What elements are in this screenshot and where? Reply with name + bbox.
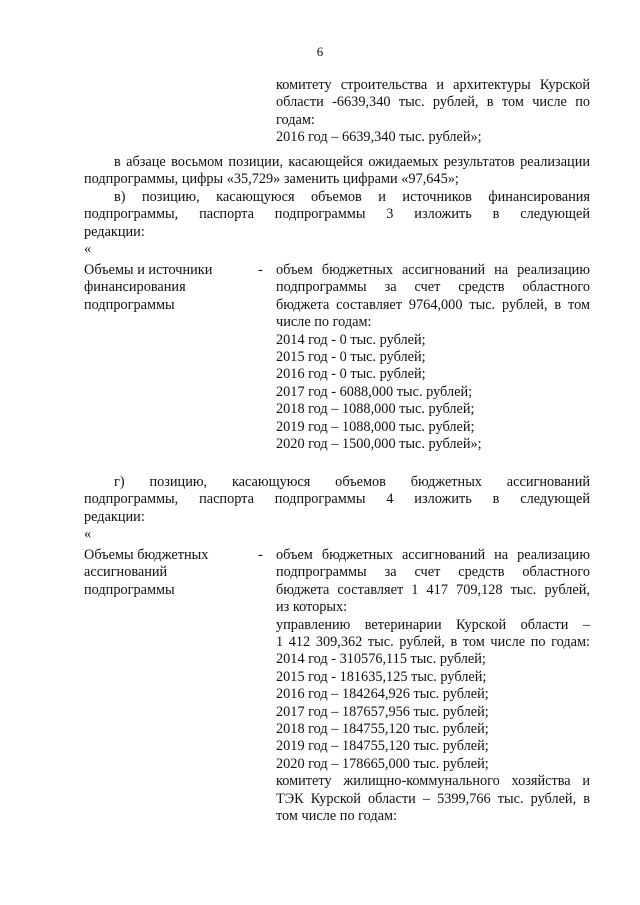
section3-label-line: финансирования: [84, 279, 186, 296]
section3-label-line: Объемы и источники: [84, 262, 213, 278]
paragraph-g: [84, 474, 590, 526]
section4-label-line: подпрограммы: [84, 581, 175, 598]
section4-line: 2018 год – 184755,120 тыс. рублей;: [276, 721, 489, 738]
section4-line: 2015 год - 181635,125 тыс. рублей;: [276, 668, 487, 685]
section4-line: 2017 год – 187657,956 тыс. рублей;: [276, 703, 489, 720]
section4-dash: -: [258, 547, 263, 563]
section3-line: бюджета составляет 9764,000 тыс. рублей, в том: [276, 296, 590, 313]
section3-line: объем бюджетных ассигнований на реализацию: [276, 262, 590, 278]
continuation-line: комитету строительства и архитектуры Курской: [276, 77, 590, 93]
paragraph-v: [84, 189, 590, 241]
section3-line: 2019 год – 1088,000 тыс. рублей;: [276, 418, 475, 435]
paragraph-g-line: подпрограммы, паспорта подпрограммы 4 изложить в следующей: [84, 491, 590, 508]
section3-line: 2020 год – 1500,000 тыс. рублей»;: [276, 436, 482, 453]
section4-line: управлению ветеринарии Курской области –: [276, 616, 590, 633]
section4-line: 2016 год – 184264,926 тыс. рублей;: [276, 686, 489, 703]
section4-line: подпрограммы за счет средств областного: [276, 564, 590, 581]
section4-value: [276, 547, 590, 826]
continuation-block: [276, 77, 590, 147]
page-number: 6: [316, 44, 324, 59]
section3-line: 2014 год - 0 тыс. рублей;: [276, 331, 426, 348]
paragraph-abzac-8: в абзаце восьмом позиции, касающейся ожидаемых результатов реализации подпрограммы, цифры «35,729» заменить цифрами «97,645»;: [84, 154, 590, 188]
section4-line: 2019 год – 184755,120 тыс. рублей;: [276, 738, 489, 755]
continuation-line: годам:: [276, 111, 315, 128]
section4-line: 1 412 309,362 тыс. рублей, в том числе по годам:: [276, 634, 590, 651]
continuation-line: области -6639,340 тыс. рублей, в том числе по: [276, 94, 590, 111]
section3-dash: -: [258, 262, 263, 278]
paragraph-v-line: подпрограммы, паспорта подпрограммы 3 изложить в следующей: [84, 206, 590, 223]
section4-line: объем бюджетных ассигнований на реализацию: [276, 547, 590, 563]
section4-line: том числе по годам:: [276, 808, 398, 825]
paragraph-v-line: в) позицию, касающуюся объемов и источников финансирования: [114, 189, 590, 205]
section3-line: 2015 год - 0 тыс. рублей;: [276, 349, 426, 366]
section4-line: из которых:: [276, 599, 348, 616]
opening-quote-mark: «: [84, 241, 92, 257]
section3-label-line: подпрограммы: [84, 296, 175, 313]
section3-label: [84, 262, 249, 314]
section3-line: числе по годам:: [276, 314, 372, 331]
section4-line: 2014 год - 310576,115 тыс. рублей;: [276, 651, 486, 668]
section4-label-line: ассигнований: [84, 564, 168, 581]
section3-line: 2017 год - 6088,000 тыс. рублей;: [276, 383, 473, 400]
section4-line: комитету жилищно-коммунального хозяйства и: [276, 773, 590, 790]
section3-line: подпрограммы за счет средств областного: [276, 279, 590, 296]
section4-label: [84, 547, 249, 599]
section3-value: [276, 262, 590, 453]
paragraph-v-line: редакции:: [84, 223, 145, 240]
section4-label-line: Объемы бюджетных: [84, 547, 209, 563]
section4-line: 2020 год – 178665,000 тыс. рублей;: [276, 755, 489, 772]
section3-line: 2018 год – 1088,000 тыс. рублей;: [276, 401, 475, 418]
section3-line: 2016 год - 0 тыс. рублей;: [276, 366, 426, 383]
continuation-line: 2016 год – 6639,340 тыс. рублей»;: [276, 129, 482, 146]
section4-line: бюджета составляет 1 417 709,128 тыс. рублей,: [276, 581, 590, 598]
paragraph-g-line: редакции:: [84, 508, 145, 525]
opening-quote-mark: «: [84, 526, 92, 542]
section4-line: ТЭК Курской области – 5399,766 тыс. рублей, в: [276, 790, 590, 807]
paragraph-g-line: г) позицию, касающуюся объемов бюджетных ассигнований: [114, 474, 590, 490]
